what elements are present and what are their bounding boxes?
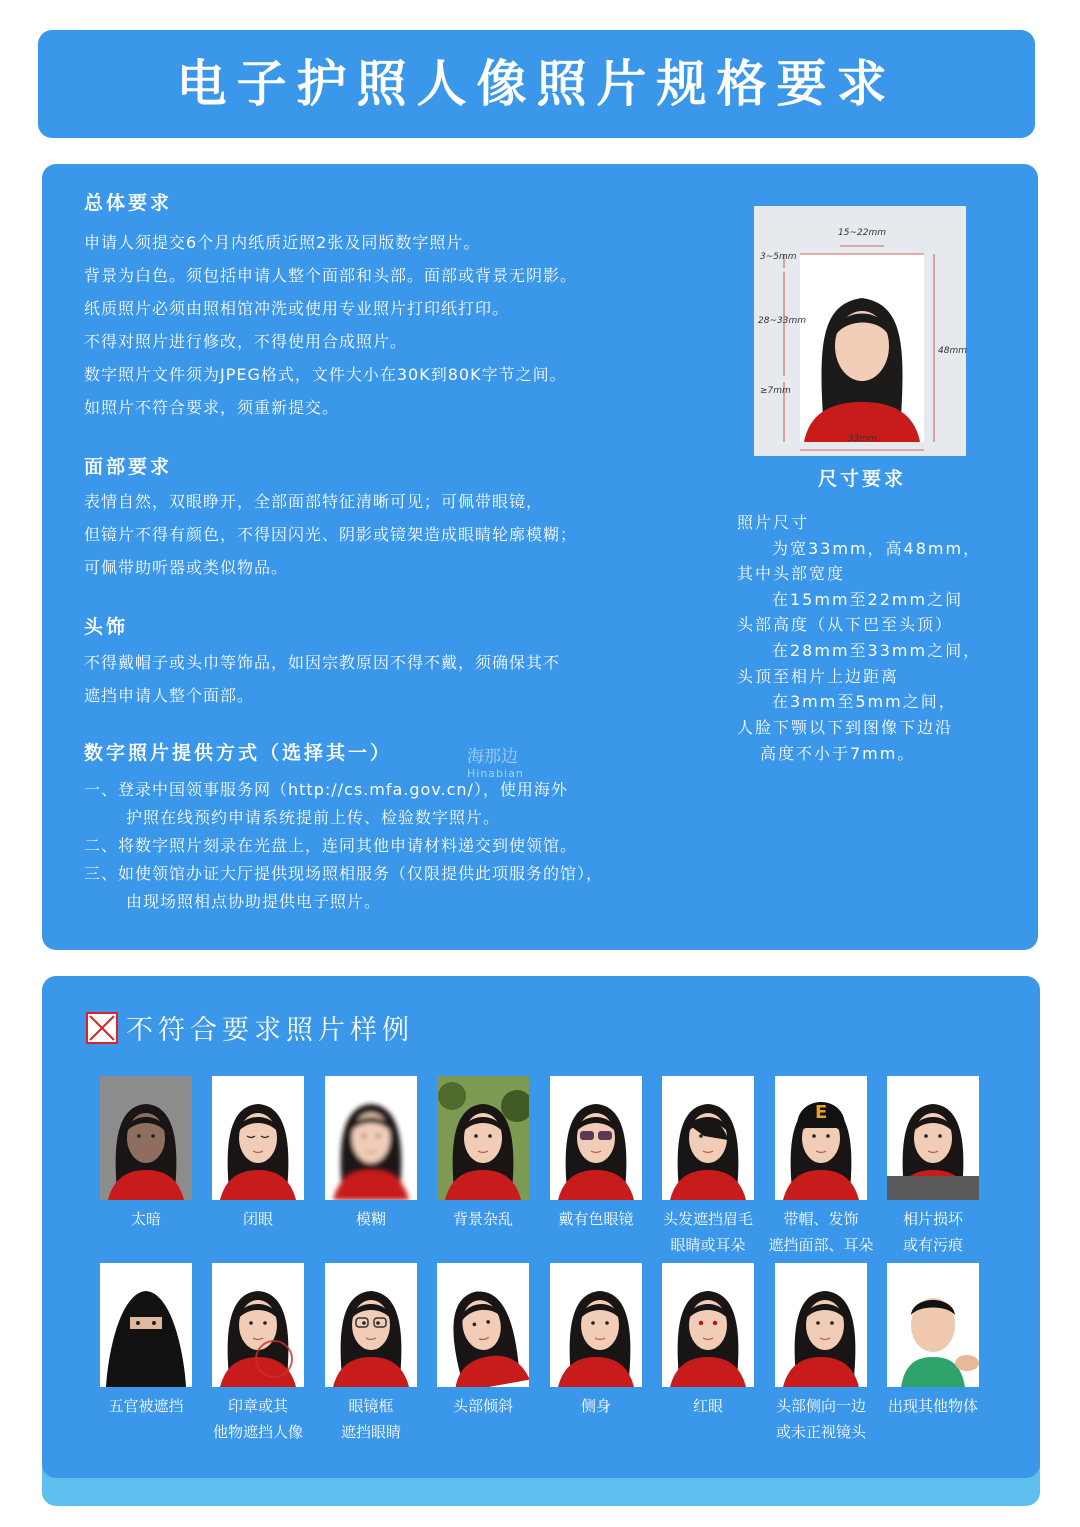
digital-line: 二、将数字照片刻录在光盘上，连同其他申请材料递交到使领馆。 (84, 836, 578, 855)
sample-portrait (437, 1263, 529, 1387)
size-line: 高度不小于7mm。 (760, 744, 916, 763)
sample-photo-card (767, 1076, 875, 1258)
diagram-width-label: 15~22mm (838, 228, 886, 238)
sample-caption: 相片损坏 或有污痕 (902, 1210, 963, 1254)
face-line: 可佩带助听器或类似物品。 (84, 558, 289, 577)
sample-portrait (100, 1076, 192, 1200)
digital-line: 护照在线预约申请系统提前上传、检验数字照片。 (126, 808, 501, 827)
size-line: 在28mm至33mm之间， (772, 641, 982, 660)
sample-caption: 戴有色眼镜 (558, 1210, 634, 1228)
headwear-line: 不得戴帽子或头巾等饰品，如因宗教原因不得不戴，须确保其不 (84, 653, 561, 672)
diagram-head-label: 28~33mm (758, 316, 806, 326)
sample-caption: 闭眼 (242, 1210, 273, 1228)
sample-caption: 头部侧向一边 或未正视镜头 (775, 1397, 866, 1441)
watermark-cn: 海那边 (467, 747, 518, 767)
size-line: 照片尺寸 (737, 513, 810, 532)
sample-photo-card (204, 1076, 312, 1232)
title-banner (38, 30, 1035, 138)
sample-portrait (550, 1076, 642, 1200)
sample-photo-card (317, 1263, 425, 1445)
general-line: 数字照片文件须为JPEG格式，文件大小在30K到80K字节之间。 (84, 365, 567, 384)
sample-caption: 眼镜框 遮挡眼睛 (340, 1397, 401, 1441)
bad-samples-panel (42, 976, 1040, 1478)
sample-portrait (887, 1263, 979, 1387)
sample-caption: 背景杂乱 (452, 1210, 513, 1228)
general-line: 背景为白色。须包括申请人整个面部和头部。面部或背景无阴影。 (84, 266, 578, 285)
sample-photo-card (879, 1076, 987, 1258)
general-line: 申请人须提交6个月内纸质近照2张及同版数字照片。 (84, 233, 481, 252)
sample-photo-card (654, 1263, 762, 1419)
samples-heading-row (86, 1008, 414, 1047)
sample-caption: 带帽、发饰 遮挡面部、耳朵 (768, 1210, 874, 1254)
svg-text:E: E (815, 1102, 828, 1123)
page-title: 电子护照人像照片规格要求 (176, 55, 897, 113)
sample-portrait (662, 1263, 754, 1387)
face-heading: 面部要求 (84, 456, 173, 478)
size-diagram (754, 206, 966, 456)
sample-caption: 头发遮挡眉毛 眼睛或耳朵 (662, 1210, 753, 1254)
sample-caption: 头部倾斜 (452, 1397, 513, 1415)
sample-photo-card (317, 1076, 425, 1232)
general-line: 如照片不符合要求，须重新提交。 (84, 398, 340, 417)
sample-caption: 五官被遮挡 (108, 1397, 184, 1415)
sample-portrait (325, 1076, 417, 1200)
digital-line: 一、登录中国领事服务网（http://cs.mfa.gov.cn/），使用海外 (84, 780, 568, 799)
sample-portrait (212, 1263, 304, 1387)
watermark-logo (467, 742, 524, 780)
sample-caption: 红眼 (692, 1397, 723, 1415)
sample-photo-card (92, 1263, 200, 1419)
digital-line: 由现场照相点协助提供电子照片。 (126, 892, 382, 911)
requirements-panel (42, 164, 1038, 950)
watermark-en: Hinabian (467, 767, 524, 780)
size-line: 其中头部宽度 (737, 564, 846, 583)
sample-caption: 模糊 (355, 1210, 386, 1228)
headwear-line: 遮挡申请人整个面部。 (84, 686, 255, 705)
sample-photo-card (92, 1076, 200, 1232)
sample-photo-card (204, 1263, 312, 1445)
headwear-heading: 头饰 (84, 616, 129, 638)
sample-caption: 太暗 (130, 1210, 161, 1228)
sample-portrait (550, 1263, 642, 1387)
size-line: 头顶至相片上边距离 (737, 667, 900, 686)
sample-portrait (775, 1263, 867, 1387)
sample-caption: 印章或其 他物遮挡人像 (212, 1397, 303, 1441)
face-line: 表情自然，双眼睁开，全部面部特征清晰可见；可佩带眼镜， (84, 492, 544, 511)
size-diagram-illustration (754, 206, 966, 456)
sample-photo-card (879, 1263, 987, 1419)
sample-photo-card (542, 1263, 650, 1419)
size-line: 人脸下颚以下到图像下边沿 (737, 718, 954, 737)
sample-photo-card (429, 1076, 537, 1232)
sample-photo-card (542, 1076, 650, 1232)
sample-portrait (212, 1076, 304, 1200)
samples-heading: 不符合要求照片样例 (126, 1015, 414, 1046)
sample-portrait (100, 1263, 192, 1387)
size-heading: 尺寸要求 (817, 468, 906, 490)
size-line: 为宽33mm，高48mm， (772, 539, 982, 558)
size-line: 头部高度（从下巴至头顶） (737, 615, 954, 634)
size-line: 在15mm至22mm之间 (772, 590, 964, 609)
sample-portrait (662, 1076, 754, 1200)
diagram-chin-label: ≥7mm (760, 386, 791, 396)
diagram-top-label: 3~5mm (760, 252, 797, 262)
general-line: 纸质照片必须由照相馆冲洗或使用专业照片打印纸打印。 (84, 299, 510, 318)
general-line: 不得对照片进行修改，不得使用合成照片。 (84, 332, 408, 351)
sample-portrait (887, 1076, 979, 1200)
sample-caption: 侧身 (580, 1397, 611, 1415)
diagram-height-label: 48mm (938, 346, 967, 356)
face-line: 但镜片不得有颜色，不得因闪光、阴影或镜架造成眼睛轮廓模糊； (84, 525, 578, 544)
sample-portrait (775, 1076, 867, 1200)
sample-portrait (325, 1263, 417, 1387)
sample-photo-card (429, 1263, 537, 1419)
size-line: 在3mm至5mm之间， (772, 692, 957, 711)
general-heading: 总体要求 (84, 192, 173, 214)
diagram-bottom-label: 33mm (848, 434, 877, 444)
sample-photo-card (654, 1076, 762, 1258)
digital-heading: 数字照片提供方式（选择其一） (84, 742, 393, 764)
sample-caption: 出现其他物体 (887, 1397, 978, 1415)
sample-photo-card (767, 1263, 875, 1445)
digital-line: 三、如使领馆办证大厅提供现场照相服务（仅限提供此项服务的馆）， (84, 864, 604, 883)
sample-portrait (437, 1076, 529, 1200)
x-box-icon (86, 1012, 118, 1044)
